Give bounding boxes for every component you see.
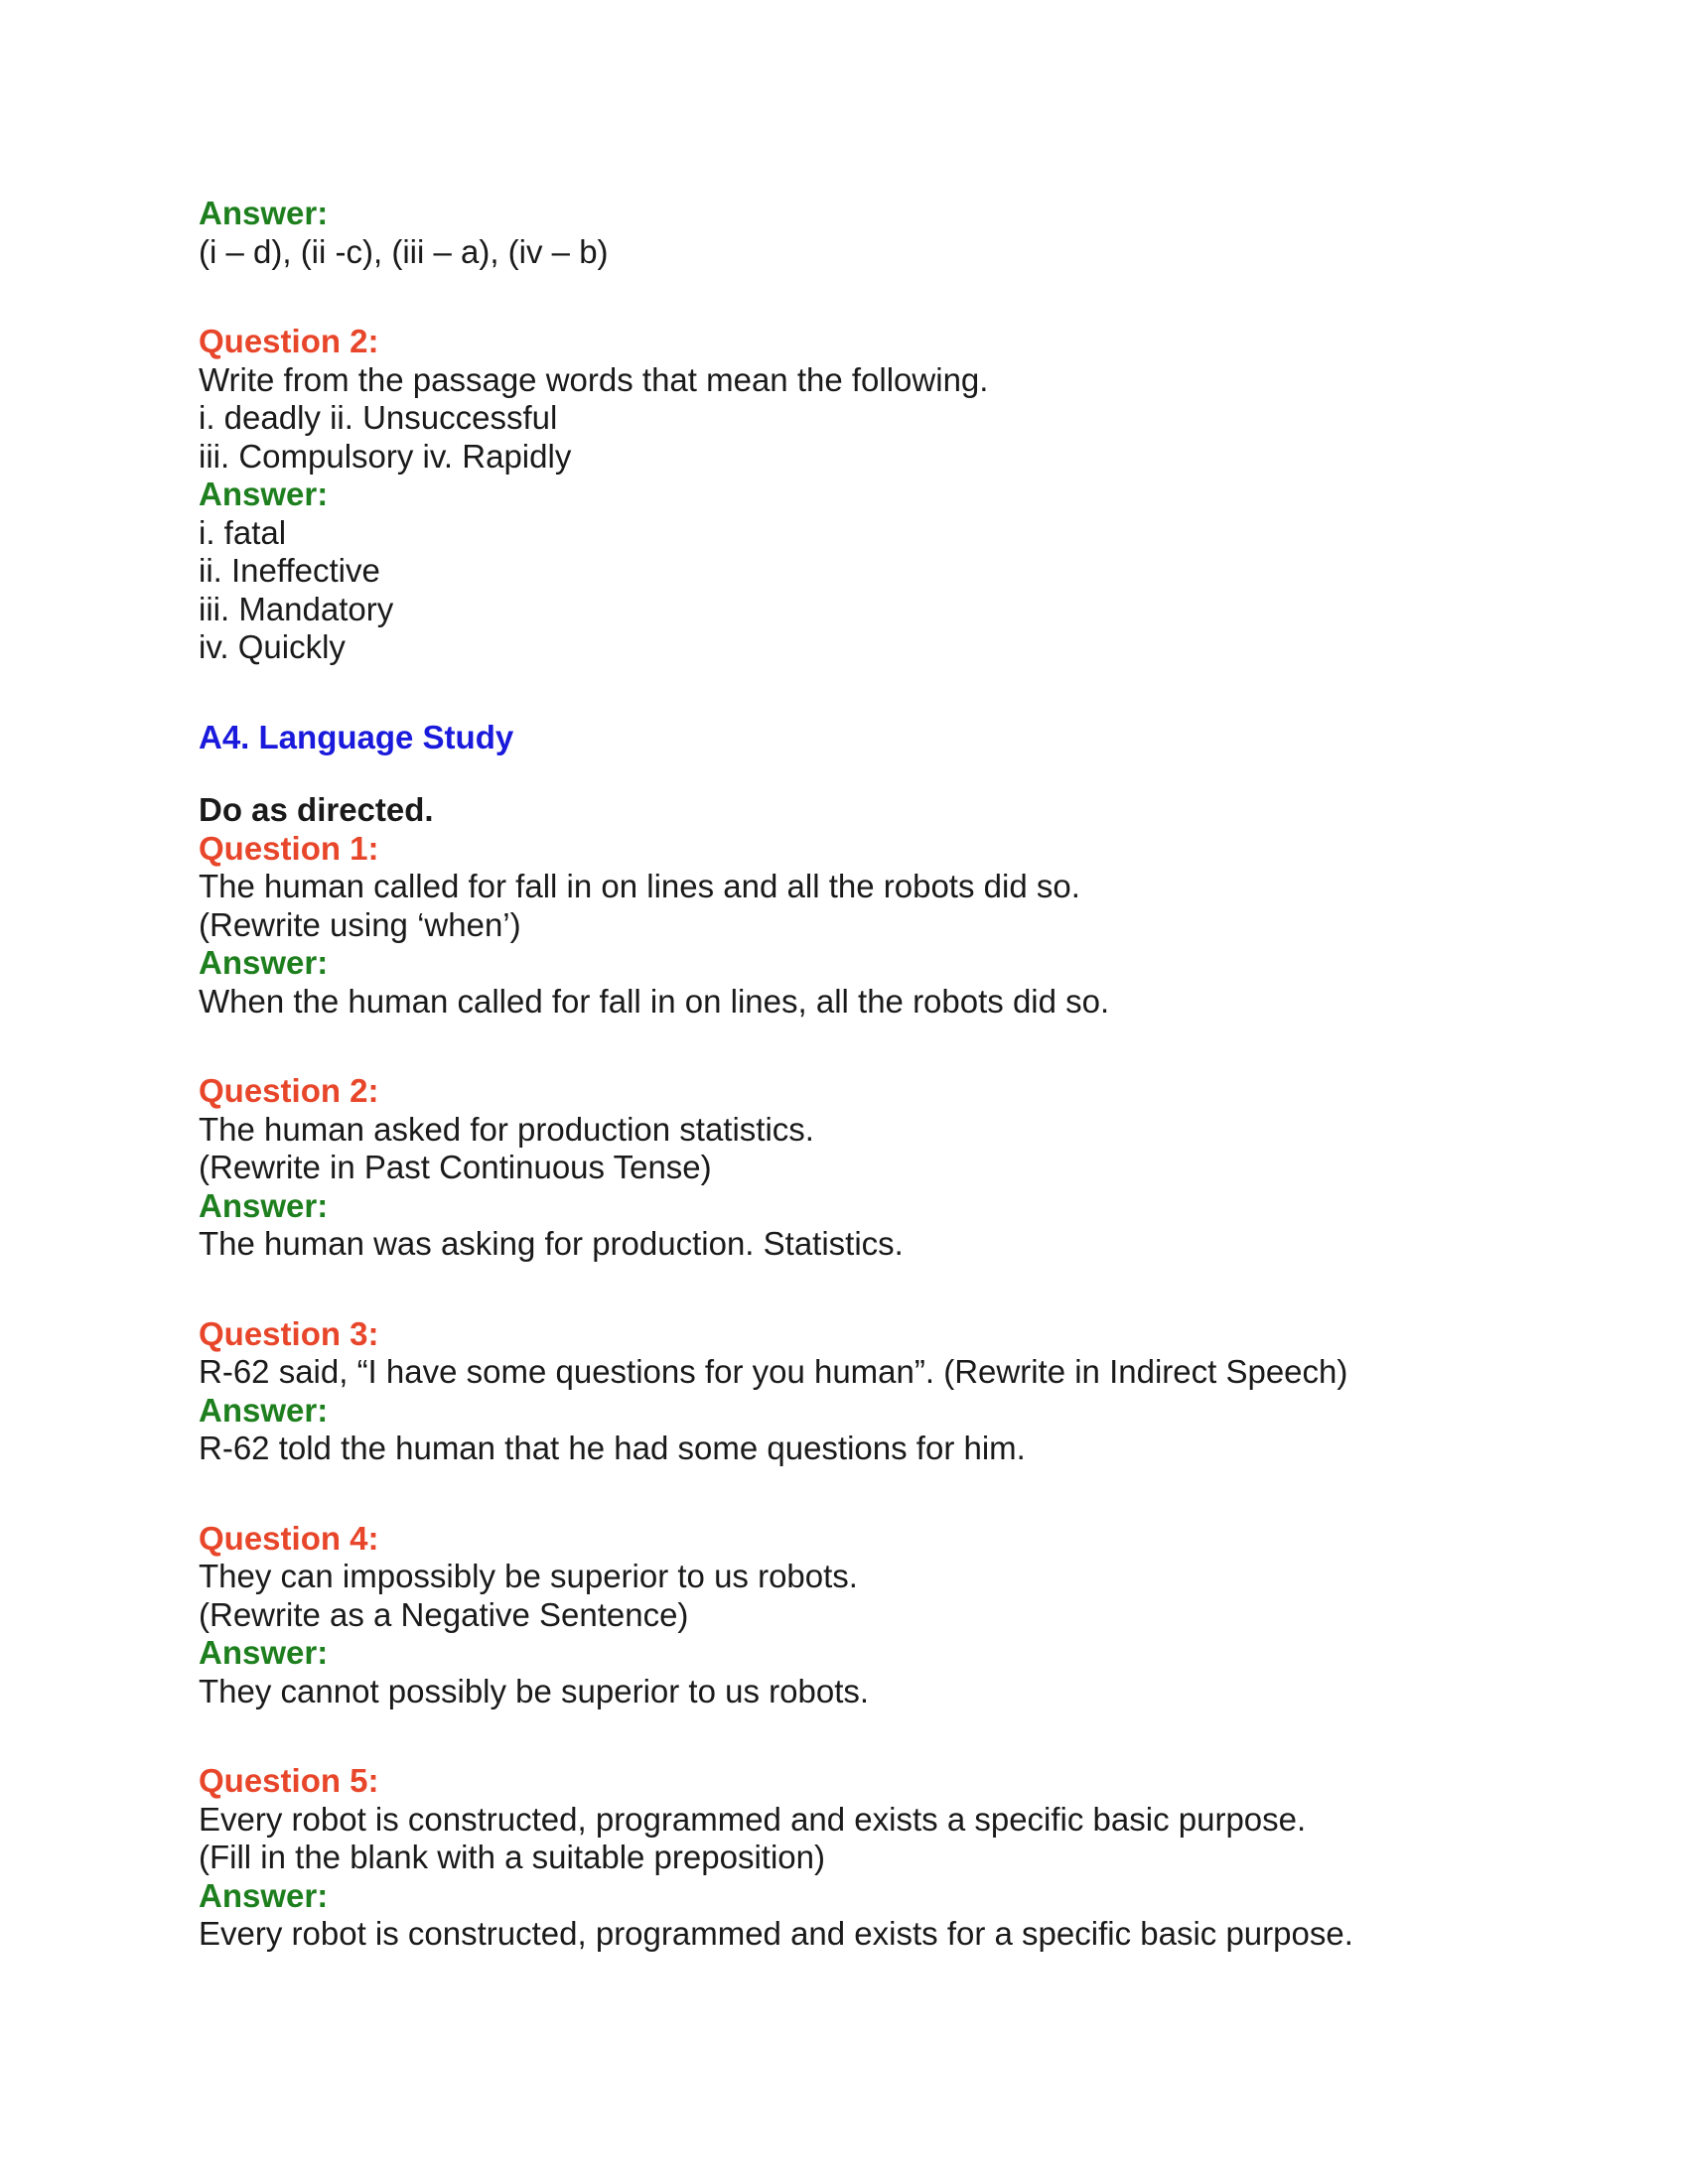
answer-label: Answer: [199,1186,329,1224]
question-text: (Fill in the blank with a suitable preposition) [199,1839,825,1875]
answer-text: They cannot possibly be superior to us robots. [199,1672,870,1709]
answer-text: iii. Mandatory [199,590,394,627]
answer-text: R-62 told the human that he had some questions for him. [199,1430,1026,1466]
question-text: They can impossibly be superior to us robots. [199,1558,858,1594]
document-page [199,195,1489,1954]
answer-text: The human was asking for production. Statistics. [199,1225,904,1262]
spacer [199,271,1489,323]
question-text: Write from the passage words that mean the following. [199,360,989,398]
spacer [199,667,1489,719]
question-label: Question 3: [199,1314,379,1352]
answer-label: Answer: [199,476,329,512]
spacer [199,1468,1489,1520]
spacer [199,1710,1489,1762]
answer-label: Answer: [199,1634,329,1671]
answer-label: Answer: [199,195,329,231]
question-label: Question 1: [199,829,379,867]
answer-text: ii. Ineffective [199,552,380,589]
question-label: Question 2: [199,1072,379,1109]
answer-label: Answer: [199,1391,329,1429]
answer-label: Answer: [199,944,329,981]
answer-text: When the human called for fall in on lines, all the robots did so. [199,982,1110,1020]
answer-text: iv. Quickly [199,628,346,665]
question-text: (Rewrite using ‘when’) [199,905,521,943]
question-label: Question 2: [199,323,379,359]
answer-text: (i – d), (ii -c), (iii – a), (iv – b) [199,232,609,270]
spacer [199,1021,1489,1072]
question-label: Question 4: [199,1519,379,1557]
question-text: (Rewrite as a Negative Sentence) [199,1595,689,1633]
answer-text: i. fatal [199,513,287,551]
directive-text: Do as directed. [199,791,434,828]
question-text: iii. Compulsory iv. Rapidly [199,437,572,475]
question-text: R-62 said, “I have some questions for you human”. (Rewrite in Indirect Speech) [199,1353,1348,1390]
question-text: Every robot is constructed, programmed and exists a specific basic purpose. [199,1800,1307,1838]
question-text: The human asked for production statistics. [199,1110,814,1148]
question-text: i. deadly ii. Unsuccessful [199,399,558,436]
answer-text: Every robot is constructed, programmed and exists for a specific basic purpose. [199,1915,1353,1952]
question-text: (Rewrite in Past Continuous Tense) [199,1149,712,1185]
question-label: Question 5: [199,1762,379,1799]
spacer [199,756,1489,791]
section-heading: A4. Language Study [199,718,514,755]
question-text: The human called for fall in on lines and all the robots did so. [199,868,1080,904]
spacer [199,1264,1489,1315]
answer-label: Answer: [199,1876,329,1914]
